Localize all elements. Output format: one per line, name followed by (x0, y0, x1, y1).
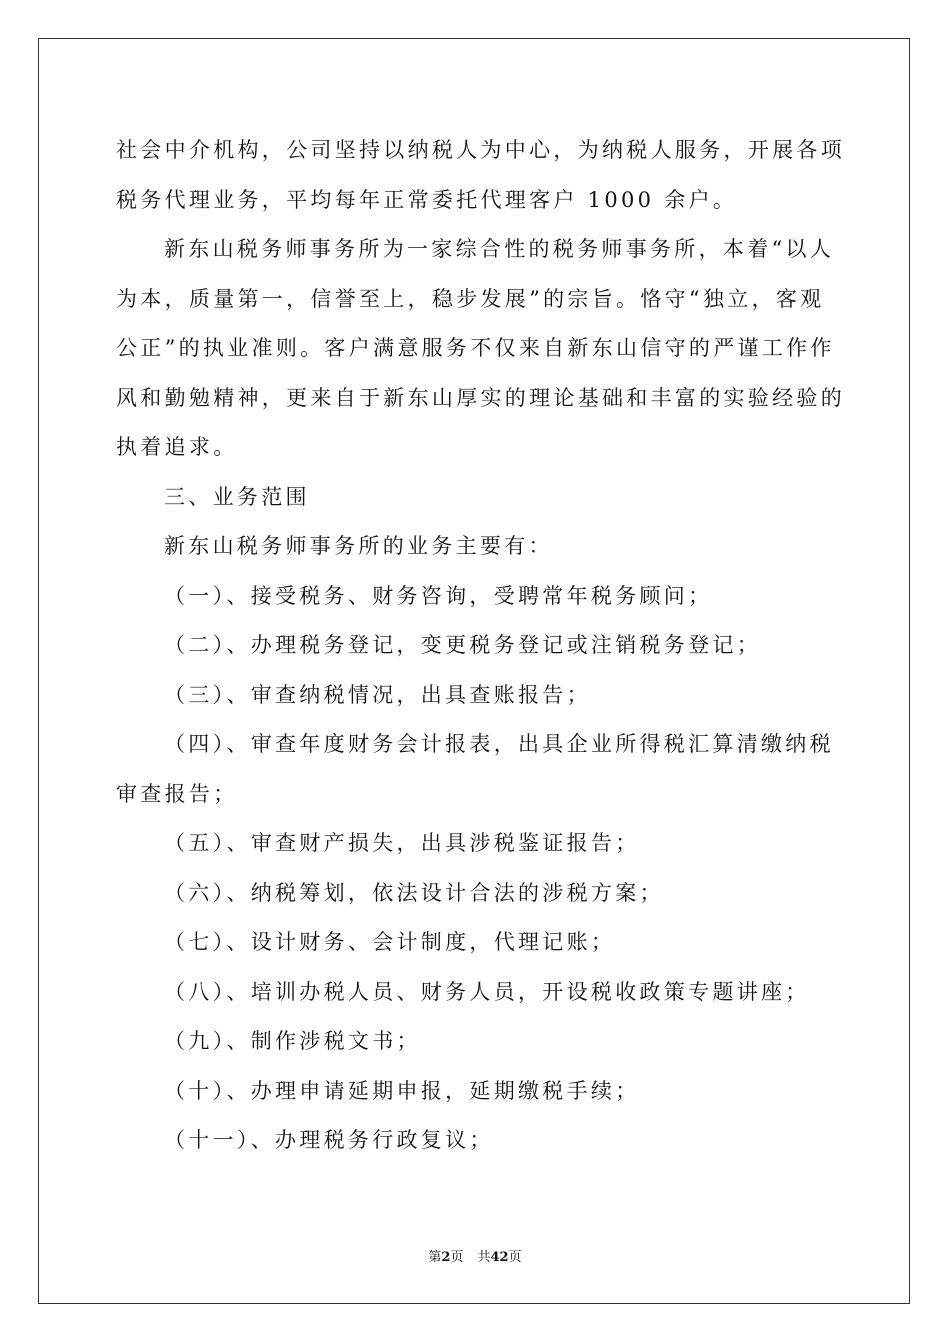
text-line: 执着追求。 (116, 435, 238, 459)
list-item: （十一）、办理税务行政复议； (164, 1128, 494, 1152)
paragraph-line: 新东山税务师事务所的业务主要有： (164, 534, 553, 558)
text-line: 税务代理业务，平均每年正常委托代理客户 1000 余户。 (116, 187, 738, 212)
list-item: （九）、制作涉税文书； (164, 1029, 421, 1053)
paragraph-line: 新东山税务师事务所为一家综合性的税务师事务所，本着“以人 (164, 237, 835, 261)
page-total: 42 (490, 1250, 509, 1265)
text-line: 社会中介机构，公司坚持以纳税人为中心，为纳税人服务，开展各项 (116, 138, 845, 162)
list-item: （三）、审查纳税情况，出具查账报告； (164, 682, 591, 707)
total-prefix: 共 (477, 1250, 491, 1265)
list-item: （七）、设计财务、会计制度，代理记账； (164, 930, 616, 954)
section-heading: 三、业务范围 (164, 484, 310, 509)
document-body (116, 126, 845, 1166)
list-item: （四）、审查年度财务会计报表，出具企业所得税汇算清缴纳税 (164, 732, 834, 756)
list-item: （五）、审查财产损失，出具涉税鉴证报告； (164, 831, 640, 855)
text-line: 公正”的执业准则。客户满意服务不仅来自新东山信守的严谨工作作 (116, 336, 835, 360)
page-suffix: 页 (450, 1250, 464, 1265)
page-footer (0, 1246, 950, 1265)
text-line: 审查报告； (116, 781, 238, 806)
list-item: （六）、纳税筹划，依法设计合法的涉税方案； (164, 880, 664, 905)
list-item: （二）、办理税务登记，变更税务登记或注销税务登记； (164, 633, 761, 657)
page-prefix: 第 (428, 1250, 442, 1265)
page-current: 2 (441, 1250, 451, 1265)
total-suffix: 页 (508, 1250, 522, 1265)
text-line: 为本，质量第一，信誉至上，稳步发展”的宗旨。恪守“独立，客观 (116, 286, 825, 311)
text-line: 风和勤勉精神，更来自于新东山厚实的理论基础和丰富的实验经验的 (116, 385, 845, 410)
list-item: （八）、培训办税人员、财务人员，开设税收政策专题讲座； (164, 979, 810, 1004)
list-item: （一）、接受税务、财务咨询，受聘常年税务顾问； (164, 583, 713, 608)
list-item: （十）、办理申请延期申报，延期缴税手续； (164, 1078, 640, 1103)
